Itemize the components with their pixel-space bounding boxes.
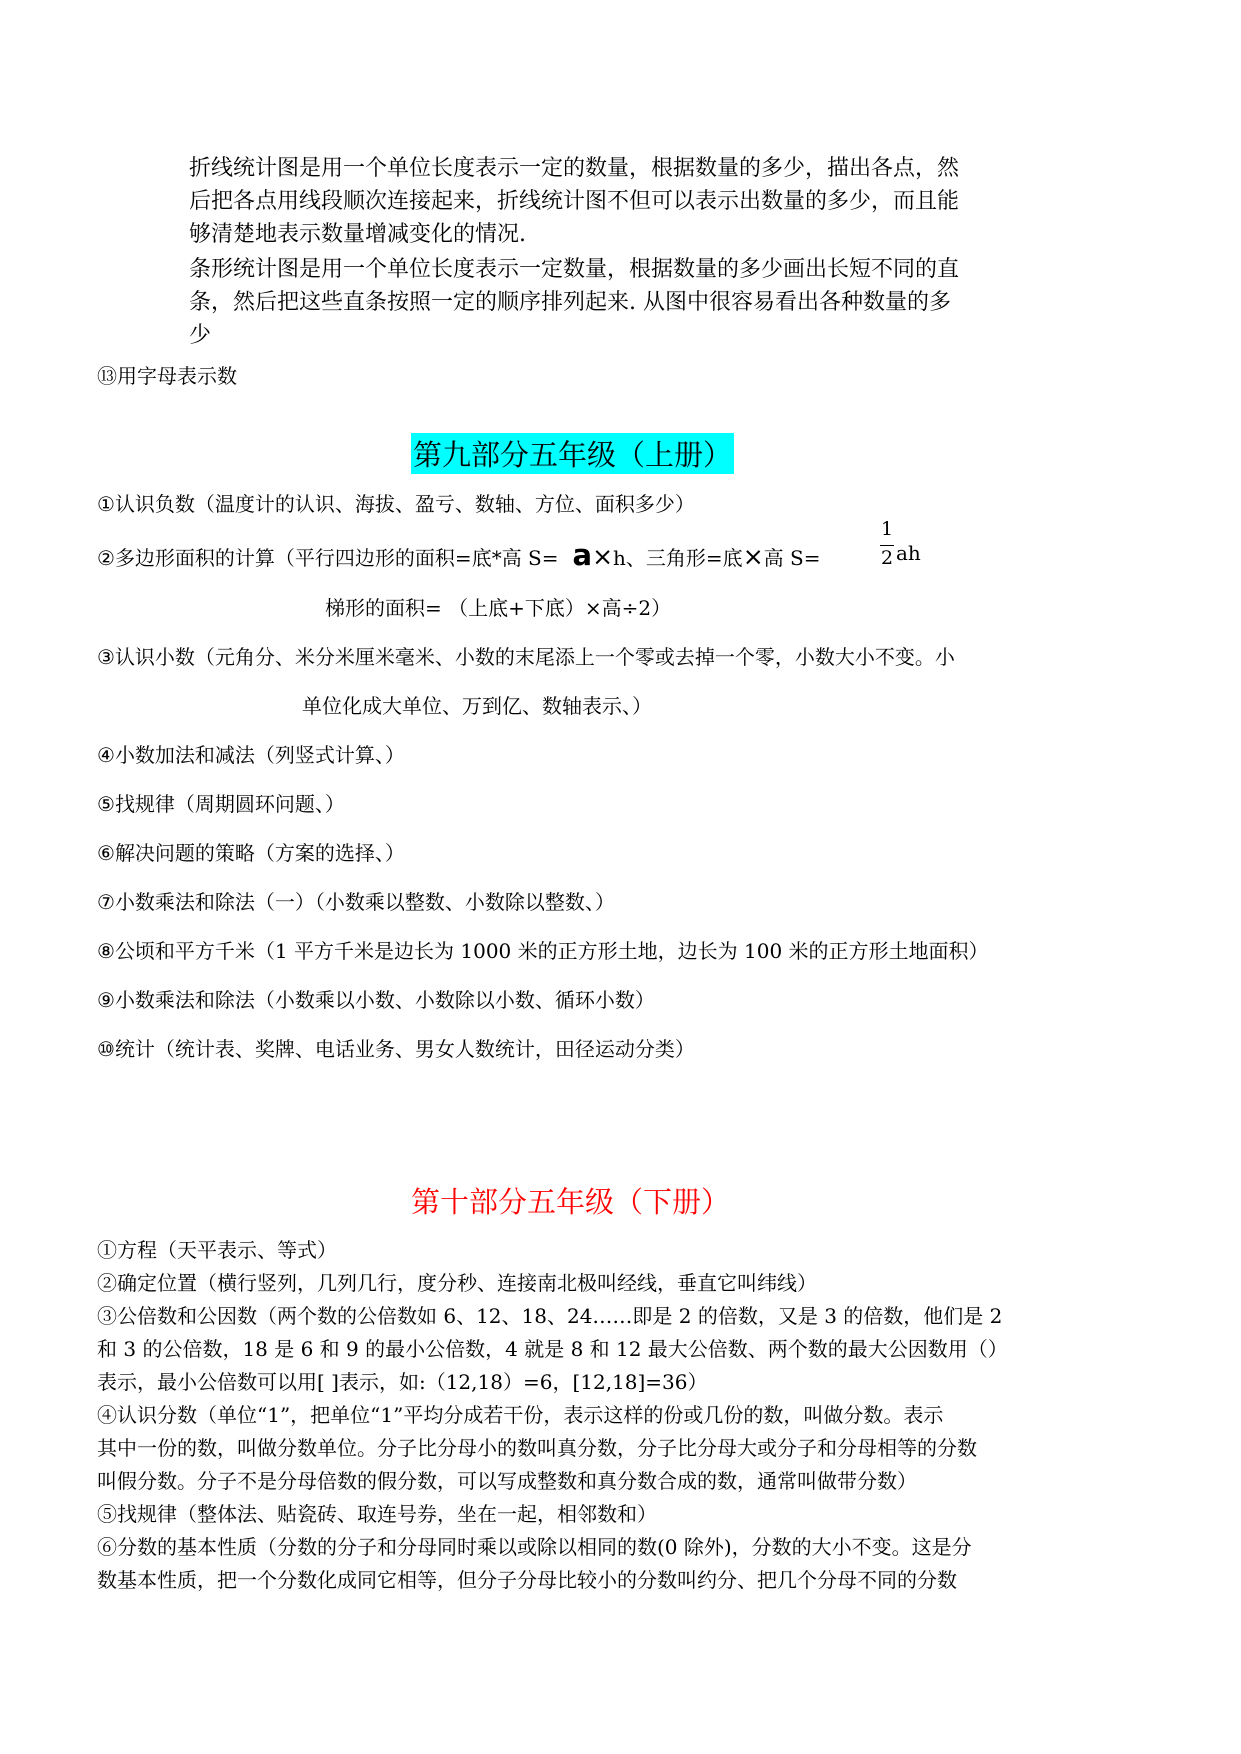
list-item — [97, 488, 695, 517]
text-line: 和 3 的公倍数，18 是 6 和 9 的最小公倍数，4 就是 8 和 12 最大公倍数、两个数的最大公因数用（） — [97, 1337, 1008, 1361]
text-line: ⑤找规律（整体法、贴瓷砖、取连号券，坐在一起，相邻数和） — [97, 1502, 657, 1526]
list-item — [97, 788, 345, 817]
item-text: ah — [896, 541, 921, 565]
item-text: h、三角形=底 — [613, 546, 743, 570]
paragraph-line: 少 — [189, 323, 212, 348]
text-line: 数基本性质，把一个分数化成同它相等，但分子分母比较小的分数叫约分、把几个分母不同的分数 — [97, 1568, 957, 1592]
item-marker: ⑤ — [97, 792, 115, 816]
list-item — [97, 984, 655, 1013]
text-line: 叫假分数。分子不是分母倍数的假分数，可以写成整数和真分数合成的数，通常叫做带分数） — [97, 1469, 917, 1493]
item-text: 找规律（周期圆环问题、） — [114, 792, 345, 816]
paragraph-line: 折线统计图是用一个单位长度表示一定的数量，根据数量的多少，描出各点，然 — [189, 156, 960, 181]
fraction-denominator: 2 — [880, 547, 894, 569]
item-text: 小数乘法和除法（小数乘以小数、小数除以小数、循环小数） — [114, 988, 655, 1012]
list-item — [97, 837, 405, 866]
text-line: ⑥分数的基本性质（分数的分子和分母同时乘以或除以相同的数(0 除外)，分数的大小不变。这是分 — [97, 1535, 972, 1559]
list-item-area-formulas — [97, 538, 820, 572]
item-text: 认识负数（温度计的认识、海拔、盈亏、数轴、方位、面积多少） — [114, 492, 695, 516]
item-text: 认识小数（元角分、米分米厘米毫米、小数的末尾添上一个零或去掉一个零，小数大小不变。小 — [114, 645, 955, 669]
item-marker: ⑧ — [97, 939, 115, 963]
list-item-13 — [97, 360, 237, 389]
item-text: 单位化成大单位、万到亿、数轴表示、） — [302, 694, 652, 718]
list-item — [97, 739, 405, 768]
item-text: 用字母表示数 — [117, 364, 237, 388]
item-marker: ⑬ — [97, 364, 117, 388]
list-item-continuation — [325, 592, 671, 621]
math-variable-a: a — [572, 538, 593, 572]
item-marker: ④ — [97, 743, 115, 767]
item-text: 高 S= — [763, 546, 821, 570]
text-line: ③公倍数和公因数（两个数的公倍数如 6、12、18、24……即是 2 的倍数，又是 3 的倍数，他们是 2 — [97, 1304, 1003, 1328]
fraction-bar — [880, 545, 894, 546]
item-text: 公顷和平方千米（1 平方千米是边长为 1000 米的正方形土地，边长为 100 米的正方形土地面积） — [114, 939, 989, 963]
item-marker: ⑩ — [97, 1037, 115, 1061]
fraction-one-half — [878, 518, 896, 569]
item-text: 小数乘法和除法（一）（小数乘以整数、小数除以整数、） — [114, 890, 615, 914]
list-item — [97, 886, 615, 915]
text-line: 其中一份的数，叫做分数单位。分子比分母小的数叫真分数，分子比分母大或分子和分母相等的分数 — [97, 1436, 977, 1460]
paragraph-line: 后把各点用线段顺次连接起来，折线统计图不但可以表示出数量的多少，而且能 — [189, 189, 960, 214]
list-item — [97, 641, 955, 670]
item-marker: ⑥ — [97, 841, 115, 865]
part10-body — [97, 1234, 1057, 1597]
item-text: 多边形面积的计算（平行四边形的面积=底*高 S= — [114, 546, 559, 570]
item-marker: ⑦ — [97, 890, 115, 914]
multiply-sign: × — [592, 542, 614, 571]
item-text: 梯形的面积= （上底+下底）×高÷2） — [325, 596, 672, 620]
text-line: ④认识分数（单位“1”，把单位“1”平均分成若干份，表示这样的份或几份的数，叫做分数。表示 — [97, 1403, 944, 1427]
bar-chart-paragraph — [189, 253, 1059, 352]
text-line: ②确定位置（横行竖列，几列几行，度分秒、连接南北极叫经线，垂直它叫纬线） — [97, 1271, 817, 1295]
list-item-continuation — [302, 690, 652, 719]
text-line: ①方程（天平表示、等式） — [97, 1238, 337, 1262]
item-text: 小数加法和减法（列竖式计算、） — [114, 743, 405, 767]
item-text: 解决问题的策略（方案的选择、） — [114, 841, 405, 865]
item-text: 统计（统计表、奖牌、电话业务、男女人数统计，田径运动分类） — [114, 1037, 695, 1061]
item-marker: ① — [97, 492, 115, 516]
part9-heading: 第九部分五年级（上册） — [411, 433, 734, 474]
paragraph-line: 条形统计图是用一个单位长度表示一定数量，根据数量的多少画出长短不同的直 — [189, 257, 960, 282]
part10-heading: 第十部分五年级（下册） — [411, 1185, 731, 1219]
item-marker: ③ — [97, 645, 115, 669]
list-item — [97, 935, 989, 964]
item-marker: ⑨ — [97, 988, 115, 1012]
paragraph-line: 条，然后把这些直条按照一定的顺序排列起来. 从图中很容易看出各种数量的多 — [189, 290, 951, 315]
line-chart-paragraph — [189, 152, 1059, 251]
multiply-sign: × — [742, 542, 764, 571]
paragraph-line: 够清楚地表示数量增减变化的情况. — [189, 222, 526, 247]
text-line: 表示，最小公倍数可以用[ ]表示，如:（12,18）=6，[12,18]=36） — [97, 1370, 708, 1394]
fraction-numerator: 1 — [880, 518, 894, 540]
list-item — [97, 1033, 695, 1062]
item-marker: ② — [97, 546, 115, 570]
